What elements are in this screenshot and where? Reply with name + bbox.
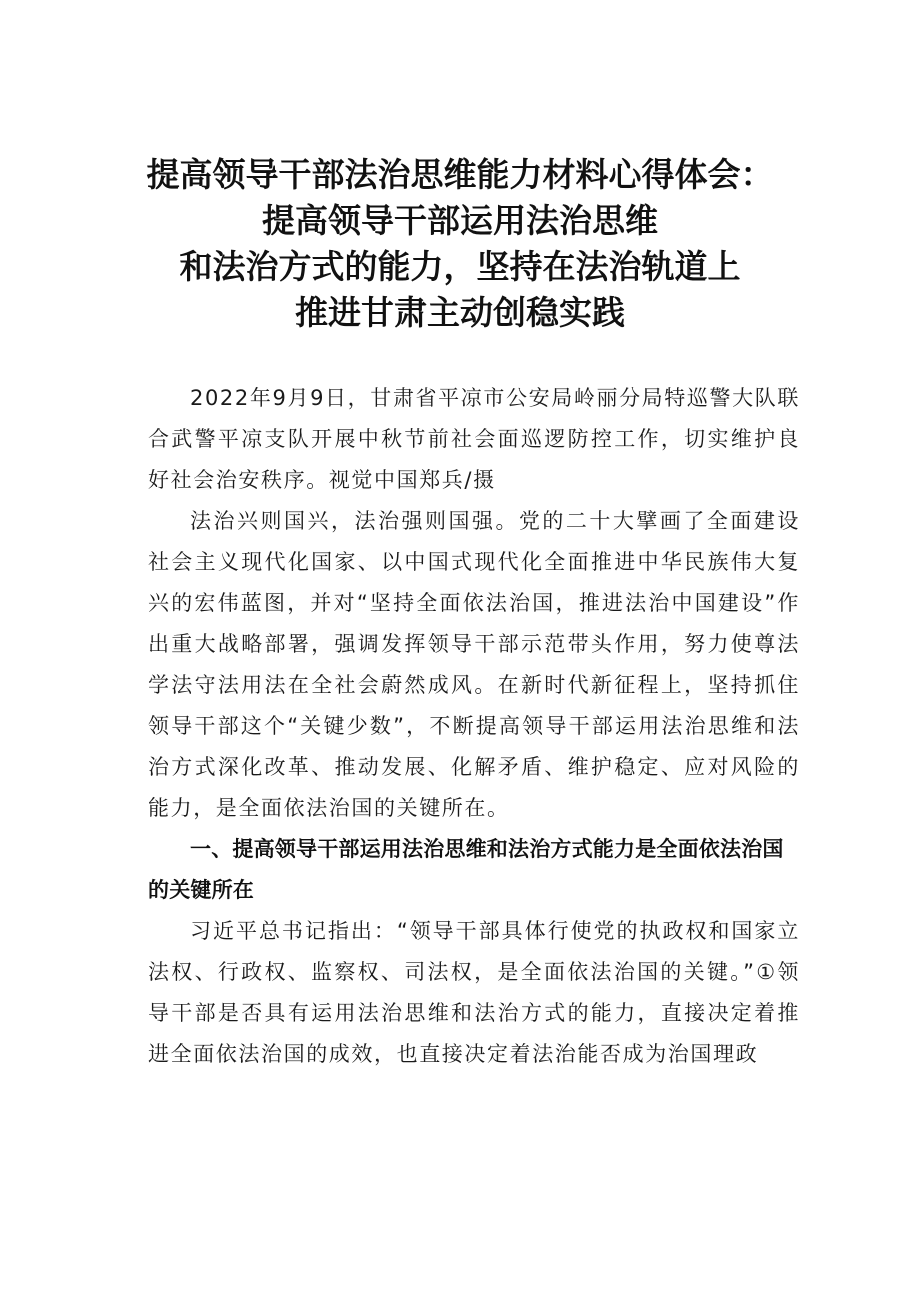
- title-line-2: 提高领导干部运用法治思维: [262, 201, 658, 240]
- photo-caption-paragraph: 2022年9月9日，甘肃省平凉市公安局岭丽分局特巡警大队联合武警平凉支队开展中秋节前社会面巡逻防控工作，切实维护良好社会治安秩序。视觉中国郑兵/摄: [148, 386, 800, 492]
- document-body: [148, 378, 800, 1075]
- document-title: [120, 152, 800, 336]
- title-line-3: 和法治方式的能力，坚持在法治轨道上: [179, 247, 741, 286]
- title-line-1: 提高领导干部法治思维能力材料心得体会：: [146, 155, 774, 194]
- section-paragraph: 习近平总书记指出：“领导干部具体行使党的执政权和国家立法权、行政权、监察权、司法权，是全面依法治国的关键。”①领导干部是否具有运用法治思维和法治方式的能力，直接决定着推进全面依法治国的成效，也直接决定着法治能否成为治国理政: [148, 919, 800, 1066]
- section-heading: 一、提高领导干部运用法治思维和法治方式能力是全面依法治国的关键所在: [148, 837, 784, 902]
- title-line-4: 推进甘肃主动创稳实践: [295, 293, 625, 332]
- intro-paragraph: 法治兴则国兴，法治强则国强。党的二十大擘画了全面建设社会主义现代化国家、以中国式现代化全面推进中华民族伟大复兴的宏伟蓝图，并对“坚持全面依法治国，推进法治中国建设”作出重大战略部署，强调发挥领导干部示范带头作用，努力使尊法学法守法用法在全社会蔚然成风。在新时代新征程上，坚持抓住领导干部这个“关键少数”，不断提高领导干部运用法治思维和法治方式深化改革、推动发展、化解矛盾、维护稳定、应对风险的能力，是全面依法治国的关键所在。: [148, 509, 800, 820]
